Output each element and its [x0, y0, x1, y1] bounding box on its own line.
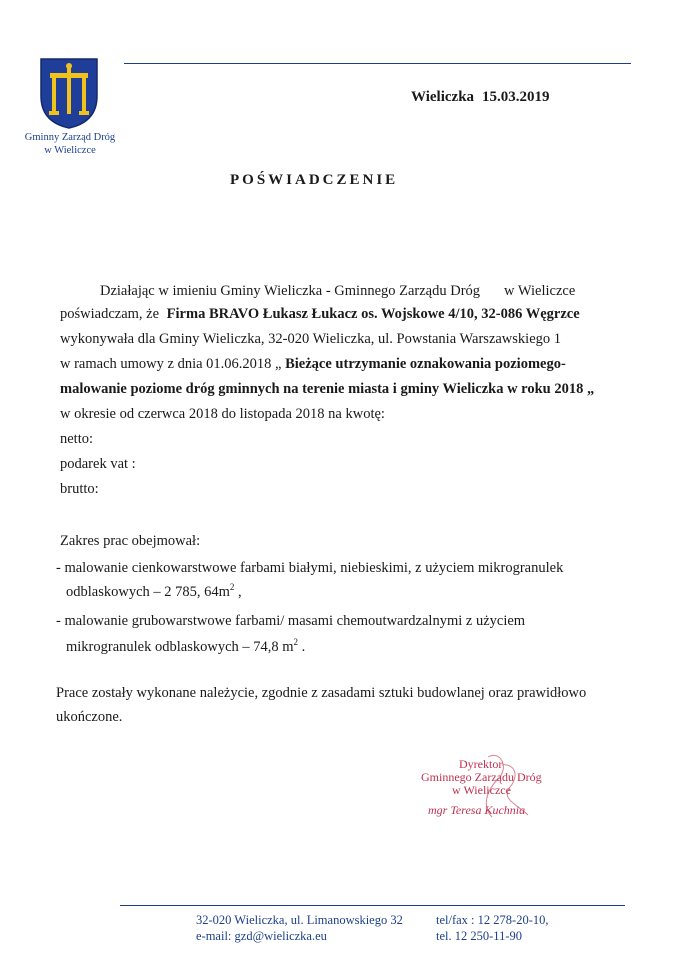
- closing-line-1: Prace zostały wykonane należycie, zgodnie z zasadami sztuki budowlanej oraz prawidłowo: [56, 685, 587, 701]
- scope-heading: Zakres prac obejmował:: [60, 533, 201, 549]
- body-line-6: w okresie od czerwca 2018 do listopada 2018 na kwotę:: [60, 406, 385, 422]
- place-and-date: [411, 89, 550, 106]
- stamp-line-2: Gminnego Zarządu Dróg: [421, 770, 542, 784]
- header-divider: [124, 63, 631, 64]
- footer-email: e-mail: gzd@wieliczka.eu: [196, 929, 327, 943]
- footer-divider: [120, 905, 625, 906]
- footer-tel: tel. 12 250-11-90: [436, 929, 522, 943]
- body-line-1: Działając w imieniu Gminy Wieliczka - Gminnego Zarządu Dróg w Wieliczce: [100, 283, 576, 299]
- scope-item-1-line-1: - malowanie cienkowarstwowe farbami białymi, niebieskimi, z użyciem mikrogranulek: [56, 560, 564, 576]
- netto-label: netto:: [60, 431, 94, 447]
- organization-name: [20, 131, 120, 157]
- body-line-5: malowanie poziome dróg gminnych na terenie miasta i gminy Wieliczka w roku 2018 „: [60, 381, 595, 397]
- vat-label: podarek vat :: [60, 456, 136, 472]
- footer-address: 32-020 Wieliczka, ul. Limanowskiego 32: [196, 913, 403, 927]
- stamp-line-1: Dyrektor: [459, 757, 503, 771]
- brutto-label: brutto:: [60, 481, 99, 497]
- document-title: POŚWIADCZENIE: [230, 172, 399, 188]
- handwritten-signature: [440, 745, 540, 825]
- scope-item-2-line-2: mikrogranulek odblaskowych – 74,8 $m^2$ .: [66, 637, 306, 655]
- coat-of-arms-logo: [38, 56, 100, 130]
- footer-telfax: tel/fax : 12 278-20-10,: [436, 913, 549, 927]
- scope-item-2-line-1: - malowanie grubowarstwowe farbami/ masami chemoutwardzalnymi z użyciem: [56, 613, 526, 629]
- closing-line-2: ukończone.: [56, 709, 123, 725]
- body-line-4: w ramach umowy z dnia 01.06.2018 „ Bieżące utrzymanie oznakowania poziomego-: [60, 356, 566, 372]
- place: Wieliczka: [411, 89, 475, 105]
- contractor-name: Firma BRAVO Łukasz Łukacz os. Wojskowe 4/10, 32-086 Węgrzce: [166, 306, 580, 322]
- scope-item-1-line-2: odblaskowych – 2 785, $64m^2$ ,: [66, 582, 242, 600]
- stamp-line-3: w Wieliczce: [452, 783, 511, 797]
- stamp-line-4: mgr Teresa Kuchnia: [428, 803, 526, 817]
- org-name-line1: Gminny Zarząd Dróg: [24, 132, 116, 143]
- body-line-2: poświadczam, że Firma BRAVO Łukasz Łukacz os. Wojskowe 4/10, 32-086 Węgrzce: [60, 306, 580, 322]
- date: 15.03.2019: [482, 89, 550, 105]
- org-name-line2: w Wieliczce: [44, 145, 96, 156]
- body-line-3: wykonywała dla Gminy Wieliczka, 32-020 Wieliczka, ul. Powstania Warszawskiego 1: [60, 331, 562, 347]
